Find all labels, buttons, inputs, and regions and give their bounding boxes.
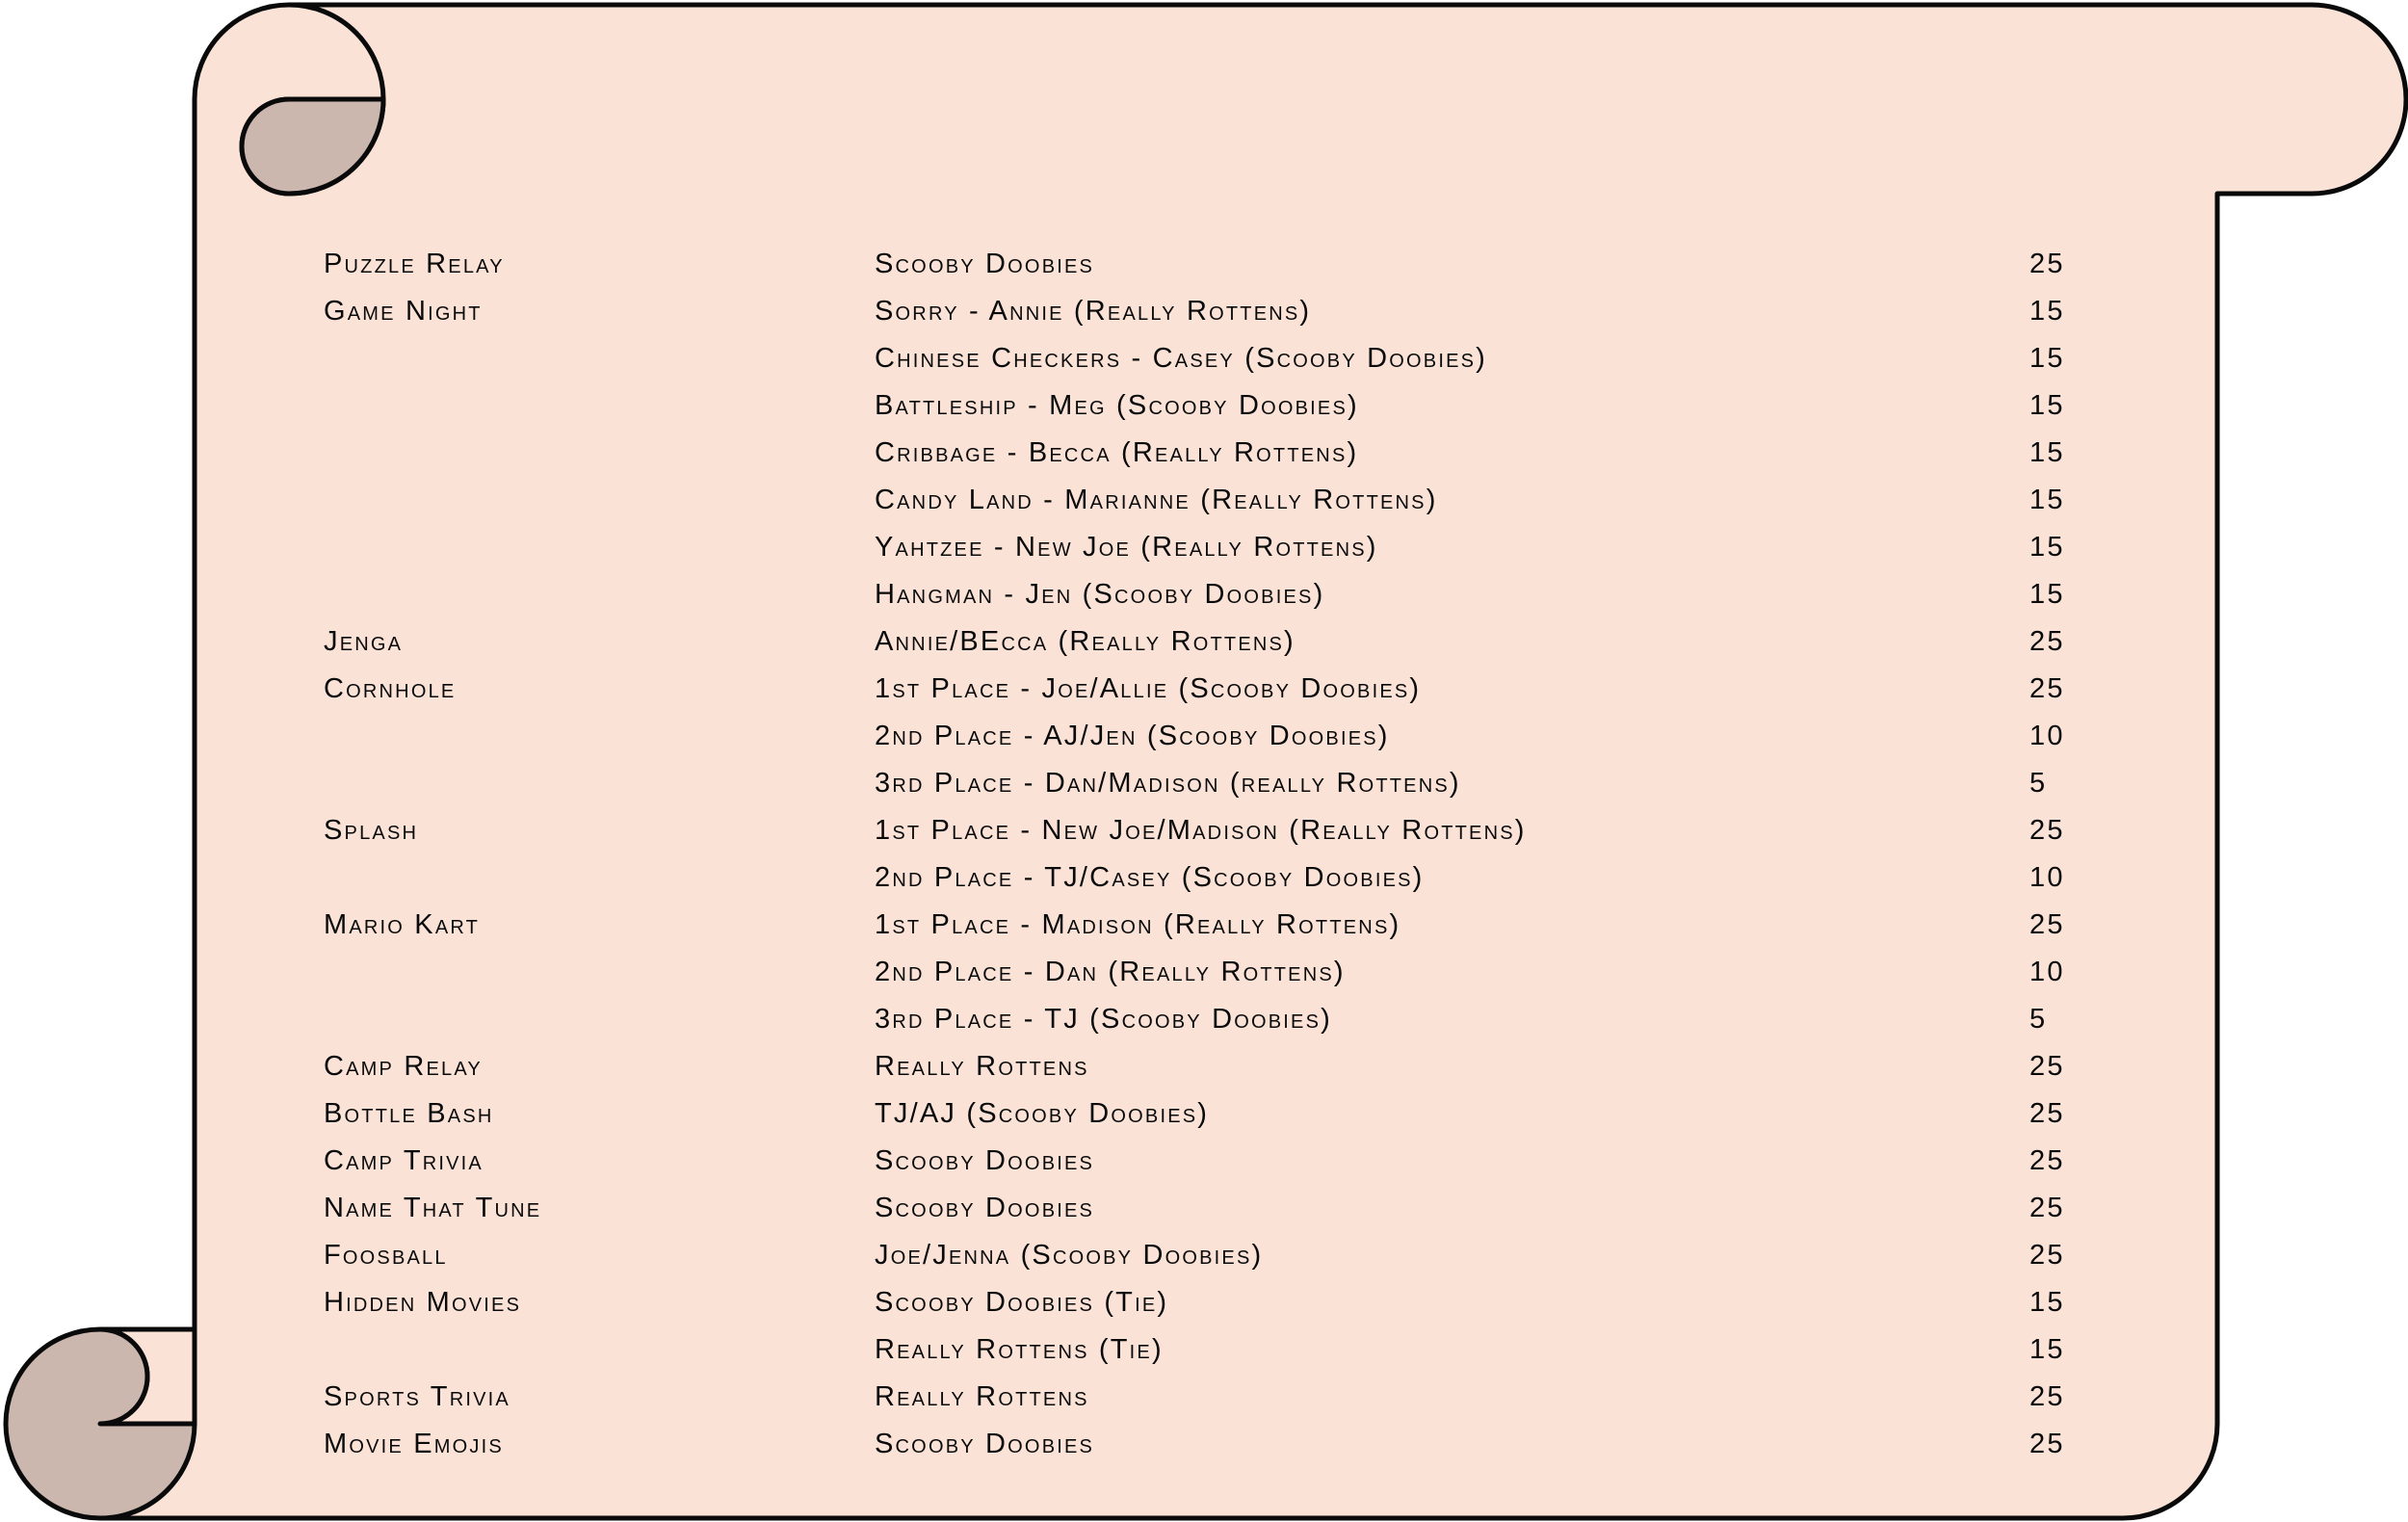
event-cell [324,430,875,477]
points-cell: 25 [2029,909,2065,940]
points-cell: 15 [2029,390,2065,421]
event-cell: Foosball [324,1240,448,1271]
event-cell [324,382,875,430]
table-row [324,949,2144,996]
event-cell: Movie Emojis [324,1429,504,1459]
event-cell: Puzzle Relay [324,249,505,279]
event-cell: Camp Relay [324,1051,483,1082]
winner-cell: Candy Land - Marianne (Really Rottens) [875,485,1438,515]
winner-cell: Cribbage - Becca (Really Rottens) [875,437,1359,468]
points-cell: 25 [2029,1193,2065,1223]
event-cell: Sports Trivia [324,1381,510,1412]
table-row [324,1232,2144,1279]
table-row [324,1185,2144,1232]
table-row [324,382,2144,430]
event-cell: Bottle Bash [324,1098,494,1129]
winner-cell: 1st Place - Madison (Really Rottens) [875,909,1401,940]
table-row [324,524,2144,571]
winner-cell: 3rd Place - TJ (Scooby Doobies) [875,1004,1332,1035]
winner-cell: 2nd Place - AJ/Jen (Scooby Doobies) [875,721,1390,751]
points-cell: 15 [2029,1334,2065,1365]
winner-cell: TJ/AJ (Scooby Doobies) [875,1098,1210,1129]
winner-cell: Sorry - Annie (Really Rottens) [875,296,1312,327]
points-cell: 25 [2029,1429,2065,1459]
event-cell [324,571,875,618]
points-cell: 25 [2029,1051,2065,1082]
table-row [324,760,2144,807]
points-cell: 10 [2029,957,2065,987]
winner-cell: Hangman - Jen (Scooby Doobies) [875,579,1325,610]
event-cell: Hidden Movies [324,1287,522,1318]
points-cell: 25 [2029,1240,2065,1271]
winner-cell: Yahtzee - New Joe (Really Rottens) [875,532,1378,563]
points-cell: 10 [2029,721,2065,751]
winner-cell: Chinese Checkers - Casey (Scooby Doobies) [875,343,1488,374]
winner-cell: Joe/Jenna (Scooby Doobies) [875,1240,1264,1271]
table-row [324,618,2144,666]
winner-cell: Scooby Doobies [875,249,1095,279]
event-cell [324,713,875,760]
event-cell [324,949,875,996]
table-row [324,1374,2144,1421]
points-cell: 25 [2029,673,2065,704]
table-row [324,1326,2144,1374]
table-row [324,1043,2144,1090]
event-cell: Jenga [324,626,404,657]
table-row [324,241,2144,288]
event-cell [324,996,875,1043]
points-cell: 15 [2029,343,2065,374]
event-cell: Cornhole [324,673,457,704]
winner-cell: Really Rottens [875,1051,1089,1082]
table-row [324,854,2144,902]
results-body [324,241,2144,1468]
winner-cell: Scooby Doobies [875,1429,1095,1459]
points-cell: 10 [2029,862,2065,893]
event-cell [324,1326,875,1374]
winner-cell: Scooby Doobies (Tie) [875,1287,1169,1318]
points-cell: 25 [2029,1145,2065,1176]
event-cell: Mario Kart [324,909,481,940]
winner-cell: Really Rottens (Tie) [875,1334,1164,1365]
event-cell: Camp Trivia [324,1145,484,1176]
event-cell: Game Night [324,296,483,327]
points-cell: 15 [2029,437,2065,468]
points-cell: 25 [2029,1381,2065,1412]
winner-cell: Battleship - Meg (Scooby Doobies) [875,390,1359,421]
points-cell: 25 [2029,249,2065,279]
points-cell: 5 [2029,768,2048,799]
event-cell [324,854,875,902]
event-cell: Splash [324,815,419,846]
table-row [324,430,2144,477]
points-cell: 25 [2029,626,2065,657]
winner-cell: Scooby Doobies [875,1193,1095,1223]
table-row [324,807,2144,854]
winner-cell: Really Rottens [875,1381,1089,1412]
table-row [324,288,2144,335]
points-cell: 5 [2029,1004,2048,1035]
event-cell [324,335,875,382]
winner-cell: 1st Place - New Joe/Madison (Really Rottens) [875,815,1527,846]
winner-cell: 2nd Place - TJ/Casey (Scooby Doobies) [875,862,1425,893]
table-row [324,335,2144,382]
points-cell: 25 [2029,815,2065,846]
event-cell [324,477,875,524]
winner-cell: Scooby Doobies [875,1145,1095,1176]
table-row [324,1138,2144,1185]
points-cell: 15 [2029,296,2065,327]
results-table [324,241,2144,1468]
table-row [324,1279,2144,1326]
table-row [324,666,2144,713]
table-row [324,571,2144,618]
table-row [324,713,2144,760]
table-row [324,477,2144,524]
table-row [324,902,2144,949]
points-cell: 15 [2029,1287,2065,1318]
event-cell: Name That Tune [324,1193,542,1223]
points-cell: 25 [2029,1098,2065,1129]
table-row [324,996,2144,1043]
winner-cell: 2nd Place - Dan (Really Rottens) [875,957,1346,987]
points-cell: 15 [2029,485,2065,515]
winner-cell: 3rd Place - Dan/Madison (really Rottens) [875,768,1461,799]
winner-cell: 1st Place - Joe/Allie (Scooby Doobies) [875,673,1422,704]
table-row [324,1421,2144,1468]
table-row [324,1090,2144,1138]
points-cell: 15 [2029,532,2065,563]
winner-cell: Annie/BEcca (Really Rottens) [875,626,1296,657]
points-cell: 15 [2029,579,2065,610]
event-cell [324,760,875,807]
event-cell [324,524,875,571]
